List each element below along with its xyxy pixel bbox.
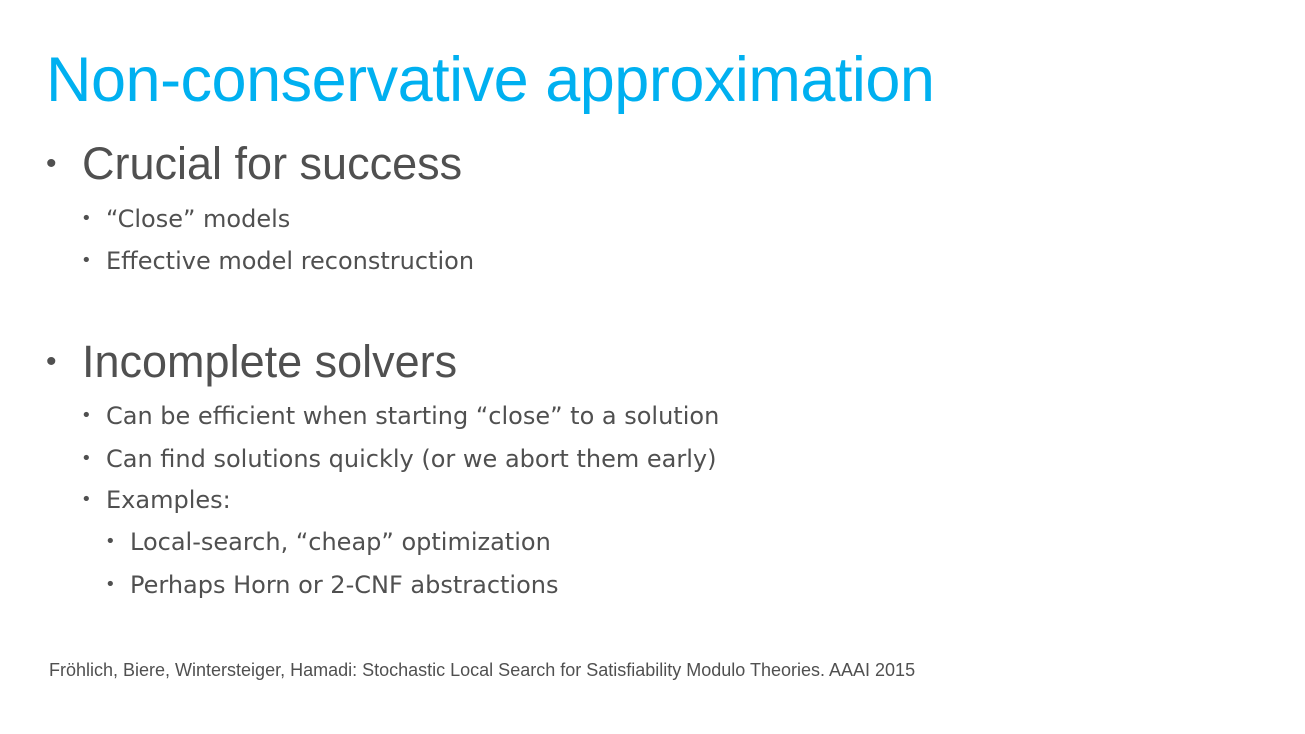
bullet-icon: • xyxy=(105,531,116,552)
bullet-incomplete-solvers xyxy=(46,336,458,388)
sub-bullet-text: Effective model reconstruction xyxy=(106,247,475,275)
sub-sub-bullet-text: Perhaps Horn or 2-CNF abstractions xyxy=(130,571,559,599)
bullet-crucial-for-success xyxy=(46,138,463,190)
sub-bullet-close-models xyxy=(81,204,291,234)
citation: Fröhlich, Biere, Wintersteiger, Hamadi: Stochastic Local Search for Satisfiability Modulo Theories. AAAI 2015 xyxy=(49,660,916,680)
bullet-icon: • xyxy=(46,147,57,180)
bullet-icon: • xyxy=(81,448,92,469)
sub-bullet-text: Can find solutions quickly (or we abort them early) xyxy=(106,445,717,473)
bullet-heading: Crucial for success xyxy=(82,138,463,189)
sub-bullet-efficient-close xyxy=(81,401,720,431)
sub-sub-bullet-local-search xyxy=(105,527,551,557)
bullet-icon: • xyxy=(81,405,92,426)
bullet-icon: • xyxy=(81,250,92,271)
sub-sub-bullet-text: Local-search, “cheap” optimization xyxy=(130,528,551,556)
bullet-icon: • xyxy=(105,574,116,595)
sub-bullet-text: Examples: xyxy=(106,486,231,514)
sub-sub-bullet-horn-2cnf xyxy=(105,570,559,600)
bullet-heading: Incomplete solvers xyxy=(82,336,458,387)
sub-bullet-model-reconstruction xyxy=(81,246,475,276)
slide-title: Non-conservative approximation xyxy=(46,45,935,115)
sub-bullet-text: Can be efficient when starting “close” to a solution xyxy=(106,402,720,430)
bullet-icon: • xyxy=(81,208,92,229)
bullet-icon: • xyxy=(46,345,57,378)
sub-bullet-find-quickly xyxy=(81,444,717,474)
bullet-icon: • xyxy=(81,489,92,510)
sub-bullet-examples xyxy=(81,485,231,515)
sub-bullet-text: “Close” models xyxy=(106,205,291,233)
